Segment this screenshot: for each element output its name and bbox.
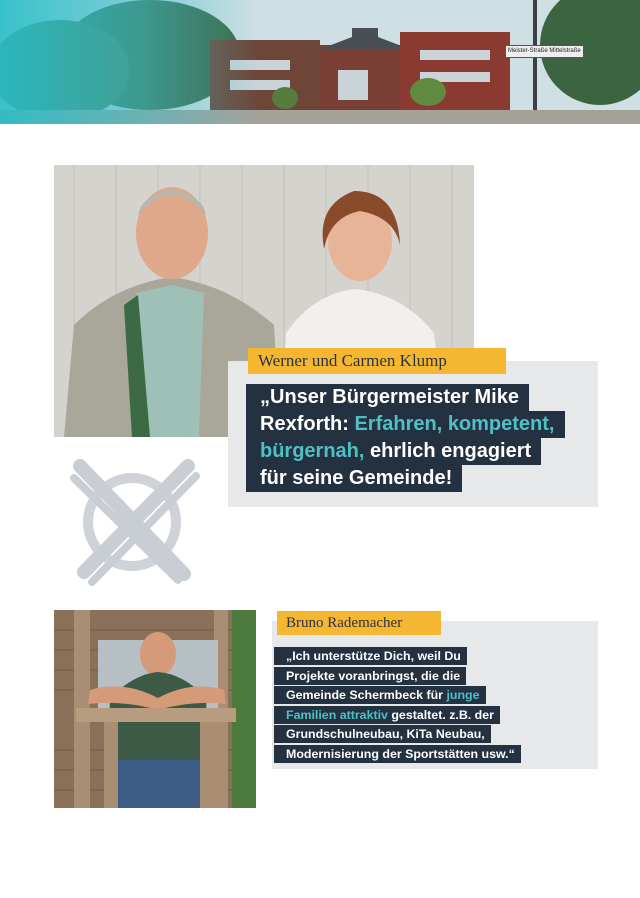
quote-line [274, 686, 486, 704]
street-sign [505, 45, 584, 58]
quote-highlight-text: Familien attraktiv [286, 707, 388, 722]
quote-line [274, 725, 491, 743]
quote-line [274, 667, 466, 685]
quote-line [246, 465, 462, 492]
testimonial-quote [274, 647, 572, 765]
testimonial-name-tag: Werner und Carmen Klump [248, 348, 506, 374]
quote-highlight-text: Erfahren, kompetent, [354, 413, 555, 435]
banner-tint-overlay [0, 0, 260, 124]
quote-text: Rexforth: [260, 413, 355, 435]
testimonial-quote [246, 384, 586, 492]
quote-text: für seine Gemeinde! [260, 467, 453, 489]
quote-line [246, 438, 541, 465]
street-sign-label: Mittelstraße [549, 48, 581, 54]
quote-line [274, 706, 500, 724]
quote-line [274, 647, 467, 665]
quote-text: ehrlich engagiert [364, 440, 532, 462]
town-hall-banner-photo [0, 0, 640, 124]
quote-text: Projekte voranbringst, die die [286, 668, 461, 683]
quote-text: gestaltet. z.B. der [387, 707, 494, 722]
quote-text: Modernisierung der Sportstätten usw.“ [286, 746, 515, 761]
photo-bruno-rademacher [54, 610, 256, 808]
quote-line [246, 384, 529, 411]
quote-highlight-text: junge [446, 688, 480, 703]
quote-text: „Unser Bürgermeister Mike [260, 386, 519, 408]
quote-line [246, 411, 565, 438]
testimonial-name-tag: Bruno Rademacher [277, 611, 441, 635]
quote-line [274, 745, 521, 763]
ballot-cross-icon [62, 452, 202, 592]
quote-text: Grundschulneubau, KiTa Neubau, [286, 727, 485, 742]
quote-text: „Ich unterstütze Dich, weil Du [286, 649, 461, 663]
quote-highlight-text: bürgernah, [260, 440, 365, 462]
street-sign-label: Meister-Straße [508, 48, 548, 54]
quote-text: Gemeinde Schermbeck für [286, 688, 447, 703]
